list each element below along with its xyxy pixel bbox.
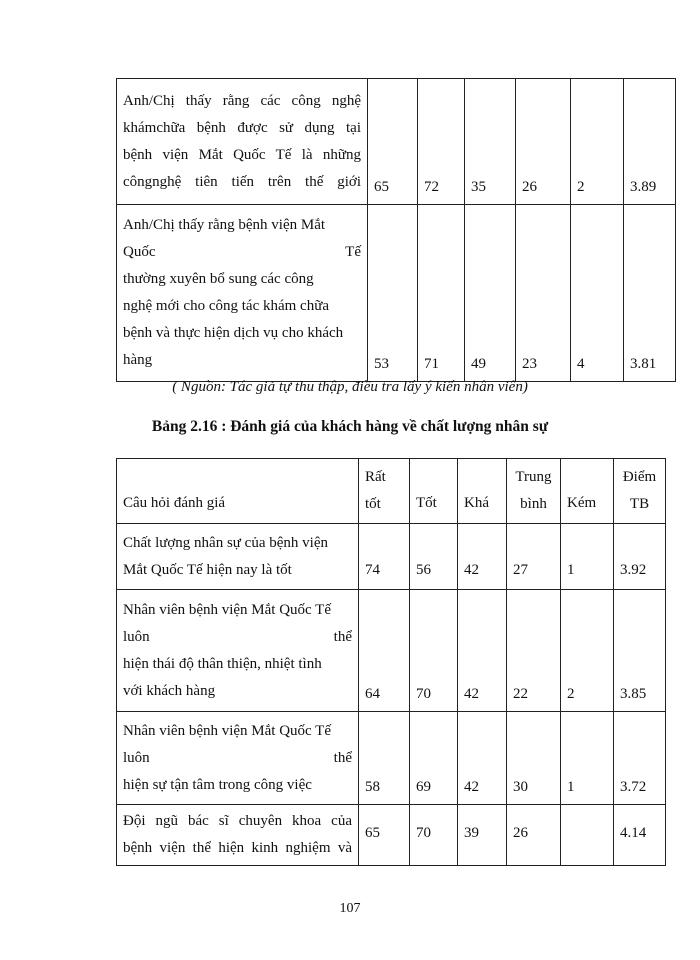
question-cell <box>117 524 359 590</box>
value-average: 30 <box>507 712 561 805</box>
value-good: 72 <box>418 79 465 205</box>
value-score: 4.14 <box>614 805 666 866</box>
value-very-good: 65 <box>359 805 410 866</box>
question-line: luôn thể <box>123 749 352 766</box>
value-good: 70 <box>410 805 458 866</box>
question-cell <box>117 712 359 805</box>
table-row <box>117 805 666 866</box>
question-line: Nhân viên bệnh viện Mắt Quốc Tế <box>123 722 332 739</box>
question-cell <box>117 79 368 205</box>
value-fair: 42 <box>458 712 507 805</box>
value-good: 71 <box>418 205 465 382</box>
table-technology-evaluation <box>116 78 676 382</box>
question-line: Chất lượng nhân sự của bệnh viện <box>123 534 328 551</box>
value-average: 27 <box>507 524 561 590</box>
value-score: 3.81 <box>624 205 676 382</box>
question-cell <box>117 205 368 382</box>
table-row <box>117 524 666 590</box>
value-average: 23 <box>516 205 571 382</box>
value-very-good: 65 <box>368 79 418 205</box>
page-number: 107 <box>339 901 361 916</box>
value-good: 69 <box>410 712 458 805</box>
header-label: Kém <box>567 495 597 511</box>
header-label: bình <box>520 496 547 512</box>
header-label: Câu hỏi đánh giá <box>123 495 226 511</box>
table-row <box>117 79 676 205</box>
value-fair: 42 <box>458 590 507 712</box>
question-line: hàng <box>123 352 153 368</box>
table-header-row <box>117 459 666 524</box>
table-row <box>117 712 666 805</box>
question-line: Quốc Tế <box>123 244 361 260</box>
question-cell <box>117 590 359 712</box>
header-label: tốt <box>365 496 381 512</box>
value-average: 26 <box>507 805 561 866</box>
value-score: 3.89 <box>624 79 676 205</box>
value-very-good: 58 <box>359 712 410 805</box>
question-line: luôn thể <box>123 628 352 645</box>
header-label: Tốt <box>416 495 437 511</box>
value-poor: 1 <box>561 712 614 805</box>
header-very-good <box>359 459 410 524</box>
value-very-good: 74 <box>359 524 410 590</box>
value-fair: 35 <box>465 79 516 205</box>
value-score: 3.85 <box>614 590 666 712</box>
table-row <box>117 590 666 712</box>
table-staff-quality-evaluation <box>116 458 666 866</box>
value-very-good: 53 <box>368 205 418 382</box>
value-poor <box>561 805 614 866</box>
header-score <box>614 459 666 524</box>
table-row <box>117 205 676 382</box>
question-cell <box>117 805 359 866</box>
header-label: Khá <box>464 495 489 511</box>
question-line: Anh/Chị thấy rằng các công nghệ <box>123 92 361 109</box>
value-very-good: 64 <box>359 590 410 712</box>
value-poor: 2 <box>561 590 614 712</box>
question-line: thường xuyên bổ sung các công <box>123 271 314 287</box>
question-line: Mắt Quốc Tế hiện nay là tốt <box>123 561 292 578</box>
value-good: 56 <box>410 524 458 590</box>
question-line: bệnh viện thể hiện kinh nghiệm và <box>123 840 352 856</box>
question-line: bệnh viện Mắt Quốc Tế là những <box>123 146 361 163</box>
header-good <box>410 459 458 524</box>
question-line: bệnh và thực hiện dịch vụ cho khách <box>123 325 344 341</box>
value-score: 3.92 <box>614 524 666 590</box>
value-poor: 4 <box>571 205 624 382</box>
header-poor <box>561 459 614 524</box>
question-line: hiện thái độ thân thiện, nhiệt tình <box>123 655 322 672</box>
table-caption: Bảng 2.16 : Đánh giá của khách hàng về chất lượng nhân sự <box>151 418 549 435</box>
value-fair: 49 <box>465 205 516 382</box>
question-line: Anh/Chị thấy rằng bệnh viện Mắt <box>123 217 326 233</box>
question-line: với khách hàng <box>123 682 216 699</box>
header-average <box>507 459 561 524</box>
value-fair: 39 <box>458 805 507 866</box>
value-average: 26 <box>516 79 571 205</box>
header-label: Rất <box>365 469 386 485</box>
value-fair: 42 <box>458 524 507 590</box>
question-line: Đội ngũ bác sĩ chuyên khoa của <box>123 813 352 829</box>
header-label: Điểm <box>622 469 657 485</box>
question-line: côngnghệ tiên tiến trên thế giới <box>123 173 361 190</box>
value-poor: 1 <box>561 524 614 590</box>
source-note: ( Nguồn: Tác giả tự thu thập, điều tra lấy ý kiến nhân viên) <box>172 379 528 395</box>
value-good: 70 <box>410 590 458 712</box>
question-line: hiện sự tận tâm trong công việc <box>123 776 312 793</box>
value-score: 3.72 <box>614 712 666 805</box>
header-question <box>117 459 359 524</box>
question-line: nghệ mới cho công tác khám chữa <box>123 298 329 314</box>
question-line: Nhân viên bệnh viện Mắt Quốc Tế <box>123 601 332 618</box>
header-label: Trung <box>515 469 552 485</box>
question-line: khámchữa bệnh được sử dụng tại <box>123 119 361 136</box>
value-poor: 2 <box>571 79 624 205</box>
value-average: 22 <box>507 590 561 712</box>
header-label: TB <box>629 496 650 512</box>
header-fair <box>458 459 507 524</box>
